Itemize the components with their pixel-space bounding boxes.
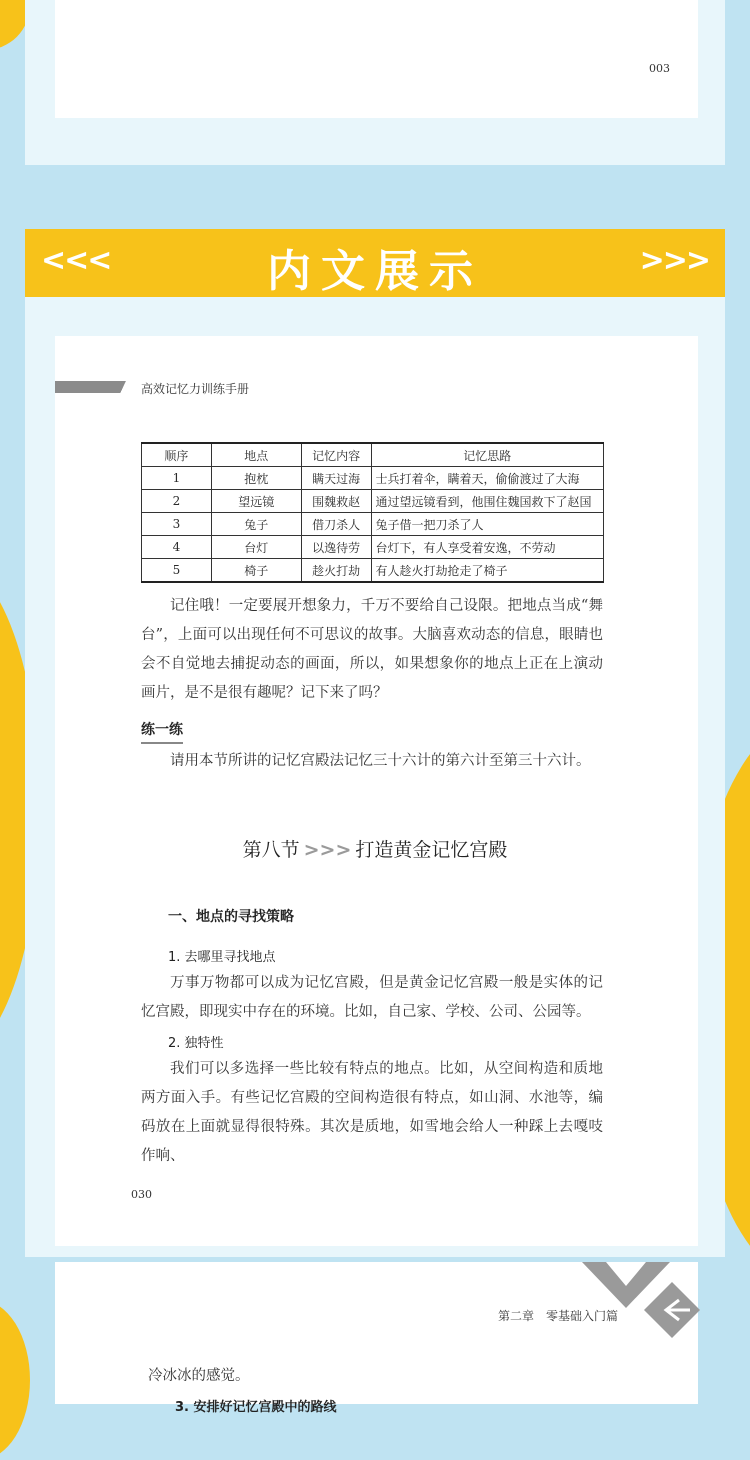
- table-cell: 椅子: [211, 559, 301, 583]
- chevrons-icon: >>>: [303, 839, 352, 861]
- paragraph-where: 万事万物都可以成为记忆宫殿，但是黄金记忆宫殿一般是实体的记忆宫殿，即现实中存在的环境。比如，自己家、学校、公司、公园等。: [141, 975, 603, 1020]
- section-heading: 打造黄金记忆宫殿: [355, 839, 508, 861]
- chevron-decoration-icon: [582, 1262, 700, 1342]
- subheading-uniqueness: 2. 独特性: [168, 1036, 224, 1051]
- table-cell: 士兵打着伞，瞒着天，偷偷渡过了大海: [371, 467, 603, 490]
- chapter-label: 第二章 零基础入门篇: [498, 1309, 619, 1323]
- table-cell: 抱枕: [211, 467, 301, 490]
- decorative-blob: [0, 1300, 30, 1460]
- section-label: 第八节: [242, 839, 300, 861]
- section-title: [0, 835, 750, 862]
- table-header-cell: 顺序: [142, 443, 212, 467]
- table-header-cell: 地点: [211, 443, 301, 467]
- heading-location-strategy: 一、地点的寻找策略: [168, 909, 294, 925]
- table-cell: 望远镜: [211, 490, 301, 513]
- header-slash-decoration: [117, 381, 131, 393]
- table-header-cell: 记忆内容: [301, 443, 371, 467]
- right-chevrons-icon: >>>: [639, 243, 709, 278]
- table-cell: 趁火打劫: [301, 559, 371, 583]
- table-cell: 5: [142, 559, 212, 583]
- subheading-where: 1. 去哪里寻找地点: [168, 950, 276, 965]
- paragraph-uniqueness: 我们可以多选择一些比较有特点的地点。比如，从空间构造和质地两方面入手。有些记忆宫殿的空间构造很有特点，如山洞、水池等，编码放在上面就显得很特殊。其次是质地，如雪地会给人一种踩上去嘎吱作响、: [141, 1061, 603, 1164]
- table-cell: 围魏救赵: [301, 490, 371, 513]
- left-chevrons-icon: <<<: [41, 243, 111, 278]
- table-row: [142, 559, 604, 583]
- table-row: [142, 536, 604, 559]
- table-row: [142, 490, 604, 513]
- table-cell: 兔子借一把刀杀了人: [371, 513, 603, 536]
- table-cell: 瞒天过海: [301, 467, 371, 490]
- table-row: [142, 467, 604, 490]
- table-header-cell: 记忆思路: [371, 443, 603, 467]
- table-cell: 3: [142, 513, 212, 536]
- table-cell: 2: [142, 490, 212, 513]
- table-cell: 有人趁火打劫抢走了椅子: [371, 559, 603, 583]
- book-header-title: 高效记忆力训练手册: [141, 382, 250, 396]
- top-page: [55, 0, 698, 118]
- table-cell: 以逸待劳: [301, 536, 371, 559]
- memory-table: [141, 442, 604, 583]
- practice-title: 练一练: [141, 719, 183, 744]
- table-cell: 兔子: [211, 513, 301, 536]
- main-page-number: 030: [131, 1188, 152, 1201]
- table-header-row: [142, 443, 604, 467]
- bottom-text: 冷冰冰的感觉。: [148, 1368, 250, 1384]
- bottom-cut-heading: 3. 安排好记忆宫殿中的路线: [175, 1400, 337, 1415]
- table-cell: 4: [142, 536, 212, 559]
- table-cell: 通过望远镜看到，他围住魏国救下了赵国: [371, 490, 603, 513]
- paragraph-imagination: 记住哦！一定要展开想象力，千万不要给自己设限。把地点当成“舞台”，上面可以出现任何不可思议的故事。大脑喜欢动态的信息，眼睛也会不自觉地去捕捉动态的画面，所以，如果想象你的地点上正在上演动画片，是不是很有趣呢？记下来了吗？: [141, 598, 603, 701]
- header-bar-decoration: [55, 381, 117, 393]
- top-page-number: 003: [649, 62, 670, 75]
- banner-title: 内文展示: [267, 246, 483, 297]
- table-cell: 台灯: [211, 536, 301, 559]
- practice-text: 请用本节所讲的记忆宫殿法记忆三十六计的第六计至第三十六计。: [170, 753, 591, 769]
- banner: [25, 229, 725, 297]
- table-cell: 借刀杀人: [301, 513, 371, 536]
- table-cell: 台灯下，有人享受着安逸，不劳动: [371, 536, 603, 559]
- table-row: [142, 513, 604, 536]
- table-cell: 1: [142, 467, 212, 490]
